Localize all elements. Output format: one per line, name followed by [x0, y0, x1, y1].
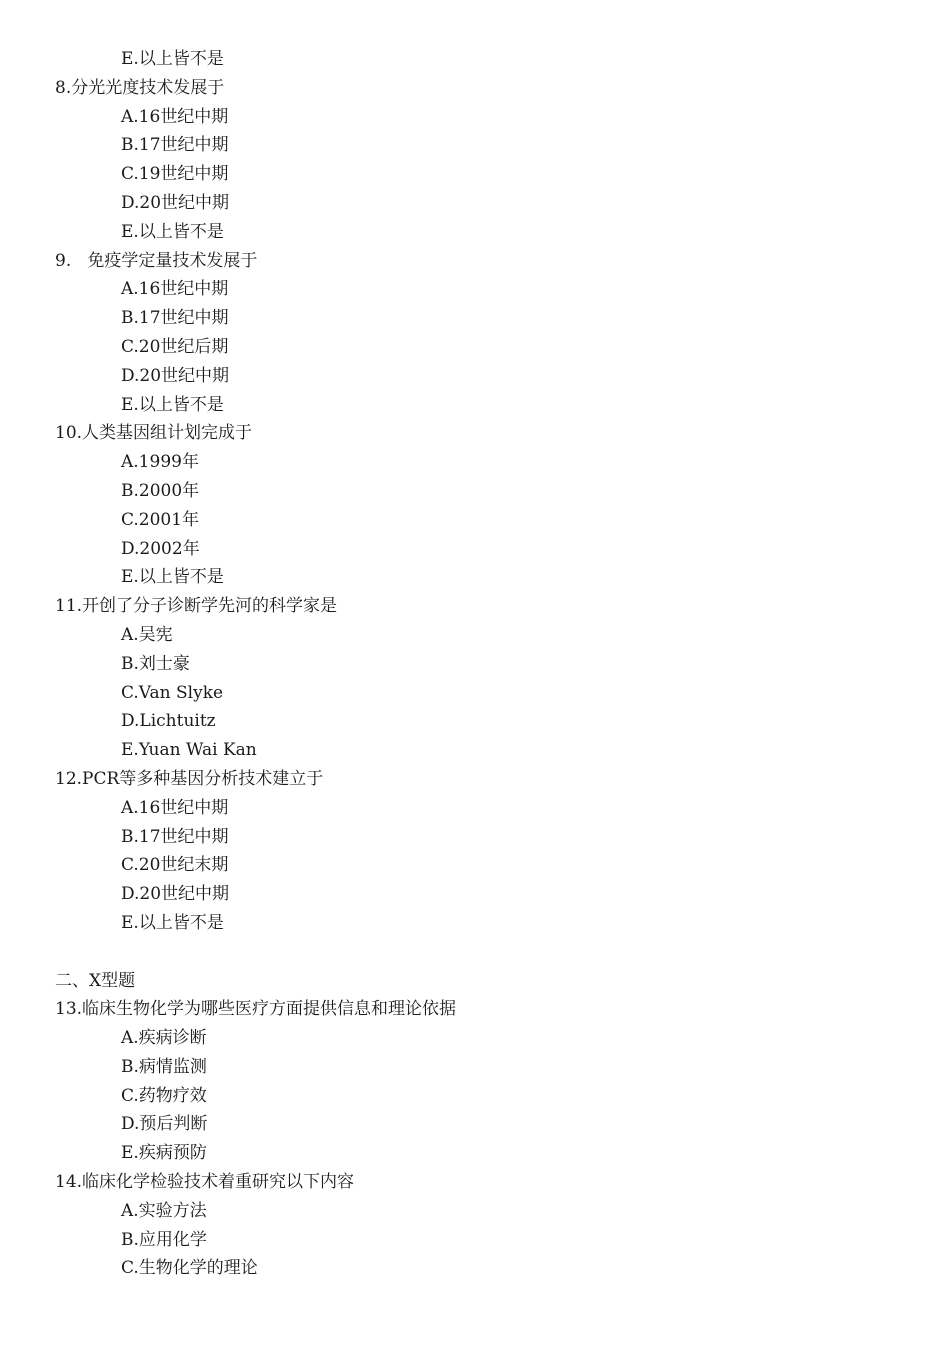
question-text: 8.分光光度技术发展于: [55, 77, 225, 98]
option-text: E.Yuan Wai Kan: [121, 740, 257, 761]
option-text: C.20世纪后期: [121, 336, 229, 357]
option-text: D.2002年: [121, 538, 200, 559]
option-text: A.1999年: [121, 452, 199, 473]
option-text: A.实验方法: [121, 1200, 207, 1221]
question-text: 10.人类基因组计划完成于: [55, 423, 253, 444]
option-text: D.20世纪中期: [121, 192, 230, 213]
option-text: B.17世纪中期: [121, 308, 229, 329]
option-text: A.16世纪中期: [121, 106, 229, 127]
option-text: D.预后判断: [121, 1114, 208, 1135]
option-text: A.疾病诊断: [121, 1028, 207, 1049]
question-block: [0, 1168, 951, 1283]
option-text: B.病情监测: [121, 1056, 207, 1077]
option-text: B.刘士豪: [121, 653, 190, 674]
question-block: [0, 419, 951, 592]
option-text: B.17世纪中期: [121, 135, 229, 156]
question-block: [0, 247, 951, 420]
option-text: D.20世纪中期: [121, 365, 230, 386]
option-text: B.应用化学: [121, 1229, 207, 1250]
option-text: C.20世纪末期: [121, 855, 229, 876]
option-text: C.Van Slyke: [121, 682, 224, 703]
option-text: A.吴宪: [121, 624, 173, 645]
blank-line: [0, 938, 951, 967]
option-text: B.17世纪中期: [121, 826, 229, 847]
option-text: E.以上皆不是: [121, 221, 224, 242]
option-text: A.16世纪中期: [121, 797, 229, 818]
question-text: 13.临床生物化学为哪些医疗方面提供信息和理论依据: [55, 999, 457, 1020]
question-block: [0, 765, 951, 938]
question-text: 14.临床化学检验技术着重研究以下内容: [55, 1172, 355, 1193]
option-text: B.2000年: [121, 480, 200, 501]
option-text: C.2001年: [121, 509, 200, 530]
question-block: [0, 995, 951, 1168]
option-text: D.Lichtuitz: [121, 711, 216, 732]
option-text: E.以上皆不是: [121, 567, 224, 588]
document-page: [0, 45, 951, 1283]
option-text: E.以上皆不是: [121, 912, 224, 933]
question-text: 11.开创了分子诊断学先河的科学家是: [55, 596, 338, 617]
option-text: C.19世纪中期: [121, 164, 229, 185]
section-heading: 二、X型题: [55, 970, 136, 991]
option-text: C.生物化学的理论: [121, 1258, 258, 1279]
option-text: E.以上皆不是: [121, 49, 224, 69]
option-text: D.20世纪中期: [121, 884, 230, 905]
question-text: 12.PCR等多种基因分析技术建立于: [55, 768, 324, 789]
option-text: C.药物疗效: [121, 1085, 207, 1106]
question-block: [0, 592, 951, 765]
question-text: 9. 免疫学定量技术发展于: [55, 250, 258, 271]
option-text: E.以上皆不是: [121, 394, 224, 415]
question-block: [0, 74, 951, 247]
option-text: A.16世纪中期: [121, 279, 229, 300]
option-text: E.疾病预防: [121, 1143, 207, 1164]
